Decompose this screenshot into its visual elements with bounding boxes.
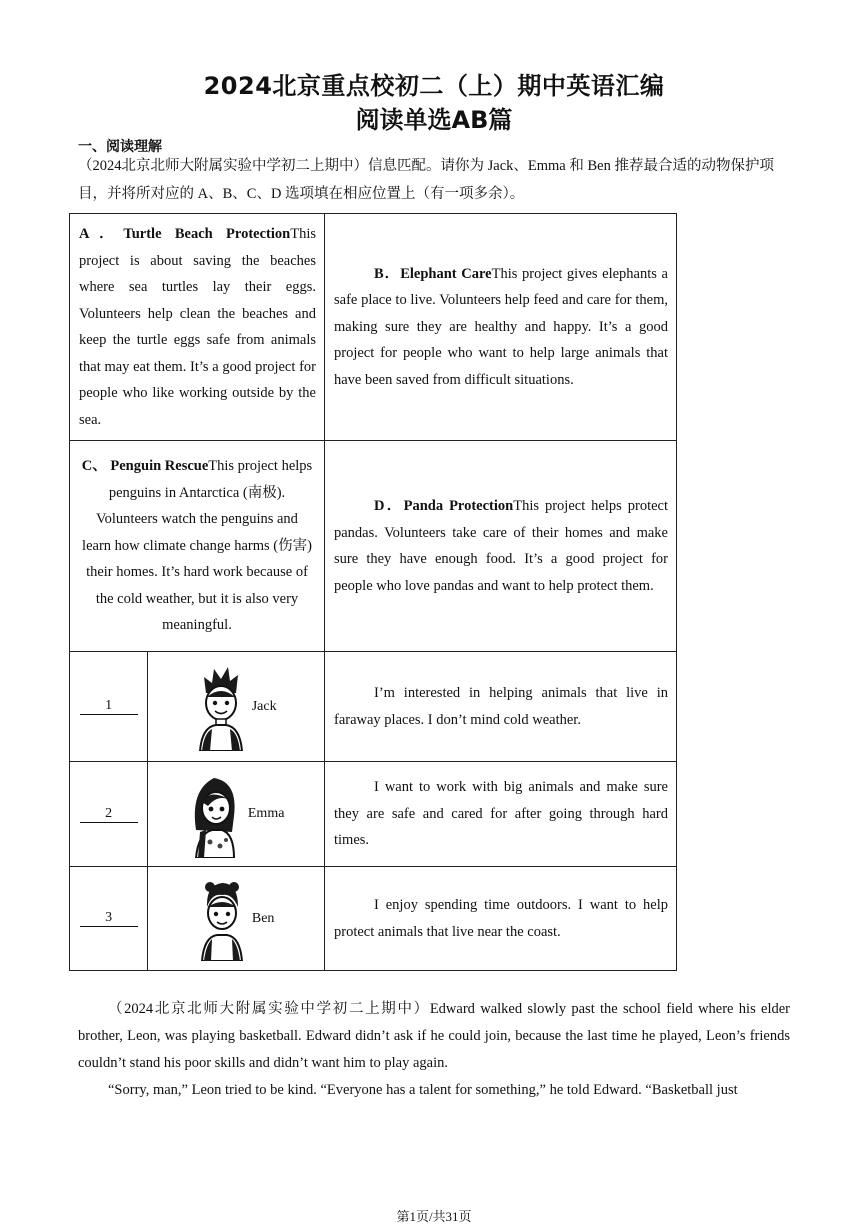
ben-picture-cell (148, 867, 325, 971)
project-d-text: This project helps protect pandas. Volunteers take care of their homes and make sure they have enough food. It’s a good project for people who love pandas and want to help protect them. (334, 498, 668, 594)
project-b-text: This project gives elephants a safe place to live. Volunteers help feed and care for them, making sure they are healthy and happy. It’s a good project for people who want to help large animals that have been saved from difficult situations. (334, 265, 668, 388)
section-heading: 一、阅读理解 (78, 139, 162, 155)
passage-paragraph-1: （2024北京北师大附属实验中学初二上期中）Edward walked slowly past the school field where his elder brother, Leon, was playing basketball. Edward didn’t ask if he could join, because the last time he played, Leon’s friends couldn’t stand his poor skills and didn’t want him to play again. (78, 1001, 790, 1071)
project-a-cell (70, 214, 325, 441)
passage-paragraph-2: “Sorry, man,” Leon tried to be kind. “Everyone has a talent for something,” he told Edward. “Basketball just (108, 1082, 738, 1098)
jack-quote: I’m interested in helping animals that live in faraway places. I don’t mind cold weather. (334, 685, 668, 728)
project-d-label: D．Panda Protection (374, 498, 514, 514)
page-subtitle: 阅读单选AB篇 (355, 106, 513, 134)
page-title: 2024北京重点校初二（上）期中英语汇编 (203, 72, 665, 100)
person-name-ben: Ben (251, 910, 275, 926)
boy-portrait-icon (196, 663, 246, 751)
ben-quote: I enjoy spending time outdoors. I want to help protect animals that live near the coast. (334, 897, 668, 940)
project-b-cell (325, 214, 677, 441)
project-c-label: C、 Penguin Rescue (81, 458, 209, 475)
answer-blank-2[interactable]: 2 (70, 762, 148, 867)
person-name-emma: Emma (247, 806, 285, 821)
project-c-cell (70, 441, 325, 652)
girl-portrait-icon (188, 770, 242, 858)
jack-quote-cell (325, 652, 677, 762)
person-name-jack: Jack (251, 698, 277, 714)
answer-blank-3[interactable]: 3 (70, 867, 148, 971)
answer-blank-1[interactable]: 1 (70, 652, 148, 762)
emma-quote: I want to work with big animals and make sure they are safe and cared for after going through hard times. (334, 779, 668, 849)
emma-picture-cell (148, 762, 325, 867)
matching-table (69, 213, 677, 971)
emma-quote-cell (325, 762, 677, 867)
boy-portrait-icon (198, 877, 246, 961)
instructions: （2024北京北师大附属实验中学初二上期中）信息匹配。请你为 Jack、Emma 和 Ben 推荐最合适的动物保护项目，并将所对应的 A、B、C、D 选项填在相应位置上（有一项多余）。 (78, 158, 774, 202)
page-number: 第1页/共31页 (396, 1209, 472, 1224)
project-b-label: B．Elephant Care (374, 265, 492, 282)
project-a-label: A．Turtle Beach Protection (79, 226, 291, 242)
project-c-text: This project helps penguins in Antarctica (南极). Volunteers watch the penguins and learn how climate change harms (伤害) their homes. It’s hard work because of the cold weather, but it is also very meaningful. (82, 458, 313, 634)
jack-picture-cell (148, 652, 325, 762)
ben-quote-cell (325, 867, 677, 971)
project-d-cell (325, 441, 677, 652)
reading-passage (78, 996, 790, 1104)
project-a-text: This project is about saving the beaches where sea turtles lay their eggs. Volunteers help clean the beaches and keep the turtle eggs safe from animals that may eat them. It’s a good project for people who like working outside by the sea. (79, 226, 316, 428)
